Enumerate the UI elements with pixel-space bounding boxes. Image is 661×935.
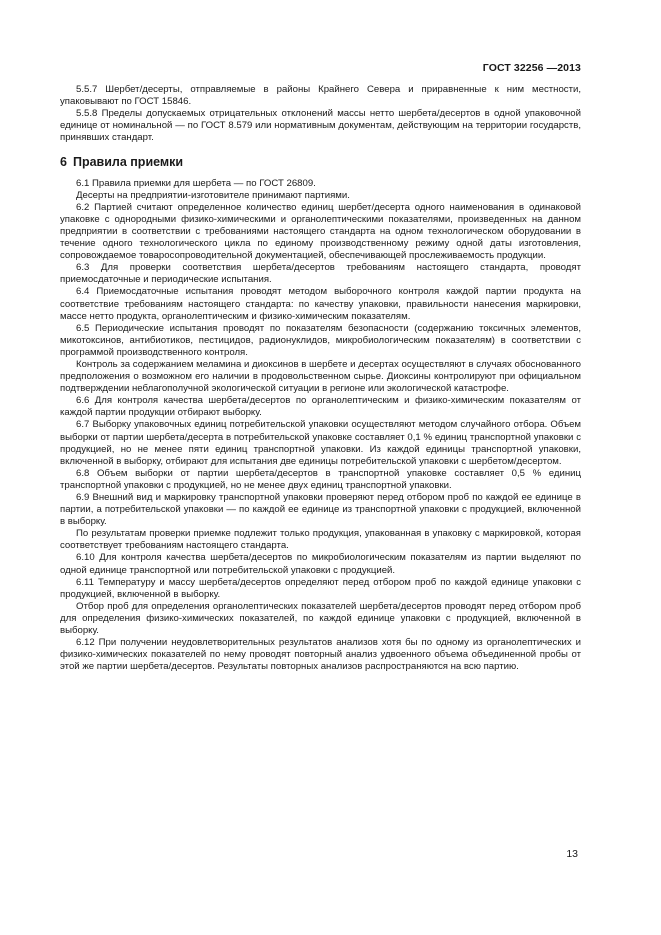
paragraph-5-5-7: 5.5.7 Шербет/десерты, отправляемые в районы Крайнего Севера и приравненные к ним местности, упаковывают по ГОСТ 15846. [60,84,581,108]
page-number: 13 [566,848,578,860]
paragraph: 6.8 Объем выборки от партии шербета/десертов в транспортной упаковке составляет 0,5 % единиц транспортной упаковки с продукцией, но не менее двух единиц транспортной упаковки. [60,467,581,491]
section-number: 6 [60,155,67,170]
paragraph: Контроль за содержанием меламина и диоксинов в шербете и десертах осуществляют в случаях обоснованного предположения о возможном его наличии в продовольственном сырье. Диоксины контролируют при официальном подтверждении неблагополучной экологической ситуации в регионе или экологической катастрофе. [60,358,581,395]
document-code-header: ГОСТ 32256 —2013 [482,62,581,74]
section-heading [60,156,581,168]
paragraph: 6.12 При получении неудовлетворительных результатов анализов хотя бы по одному из органолептических и физико-химических показателей по нему проводят повторный анализ удвоенного объема объединенной пробы от этой же партии шербета/десертов. Результаты повторных анализов распространяются на всю партию. [60,637,581,673]
paragraph: 6.6 Для контроля качества шербета/десертов по органолептическим и физико-химическим показателям от каждой партии продукции отбирают выборку. [60,395,581,419]
paragraph: Отбор проб для определения органолептических показателей шербета/десертов проводят перед отбором проб для определения физико-химических показателей, по каждой единице упаковки с продукцией, включенной в выборку. [60,600,581,637]
paragraph: 6.9 Внешний вид и маркировку транспортной упаковки проверяют перед отбором проб по каждой ее единице в партии, а потребительской упаковки — по каждой ее единице из транспортной упаковки с продукцией, включенной в выборку. [60,492,581,528]
paragraph: 6.11 Температуру и массу шербета/десертов определяют перед отбором проб по каждой единице упаковки с продукцией, включенной в выборку. [60,576,581,600]
body-text [60,84,581,673]
paragraph: Десерты на предприятии-изготовителе принимают партиями. [76,189,350,201]
paragraph-5-5-8: 5.5.8 Пределы допускаемых отрицательных отклонений массы нетто шербета/десертов в одной упаковочной единице от номинальной — по ГОСТ 8.579 или нормативным документам, действующим на территории государств, принявших стандарт. [60,108,581,144]
paragraph: 6.5 Периодические испытания проводят по показателям безопасности (содержанию токсичных элементов, микотоксинов, антибиотиков, пестицидов, радионуклидов, микробиологическим показателям) в соответствии с программой производственного контроля. [60,322,581,358]
section-title: Правила приемки [72,155,184,170]
paragraph: 6.4 Приемосдаточные испытания проводят методом выборочного контроля каждой партии продукта на соответствие требованиям настоящего стандарта: по качеству упаковки, правильности нанесения маркировки, массе нетто продукта, органолептическим и физико-химическим показателям. [60,286,581,322]
paragraph: 6.7 Выборку упаковочных единиц потребительской упаковки осуществляют методом случайного отбора. Объем выборки от партии шербета/десерта в потребительской упаковке составляет 0,1 % единиц транспортной упаковки с продукцией, но не менее пяти единиц транспортной упаковки. Из каждой единицы транспортной упаковки, включенной в выборку, отбирают для испытания две единицы потребительской упаковки с шербетом/десертом. [60,419,581,467]
paragraph: 6.1 Правила приемки для шербета — по ГОСТ 26809. [76,177,316,189]
paragraph: 6.3 Для проверки соответствия шербета/десертов требованиям настоящего стандарта, проводят приемосдаточные и периодические испытания. [60,262,581,286]
paragraph: По результатам проверки приемке подлежит только продукция, упакованная в упаковку с маркировкой, которая соответствует требованиям настоящего стандарта. [60,528,581,552]
paragraph: 6.2 Партией считают определенное количество единиц шербет/десерта одного наименования в одинаковой упаковке с однородными физико-химическими и органолептическими показателями, произведенных на данном предприятии в соответствии с требованиями настоящего стандарта на одном технологическом оборудовании в течение одного технологического цикла по единому производственному режиму одной даты изготовления, сопровождаемое товаросопроводительной документацией, обеспечивающей прослеживаемость продукции. [60,201,581,262]
paragraph: 6.10 Для контроля качества шербета/десертов по микробиологическим показателям из партии выделяют по одной единице транспортной или потребительской упаковки с продукцией. [60,552,581,576]
